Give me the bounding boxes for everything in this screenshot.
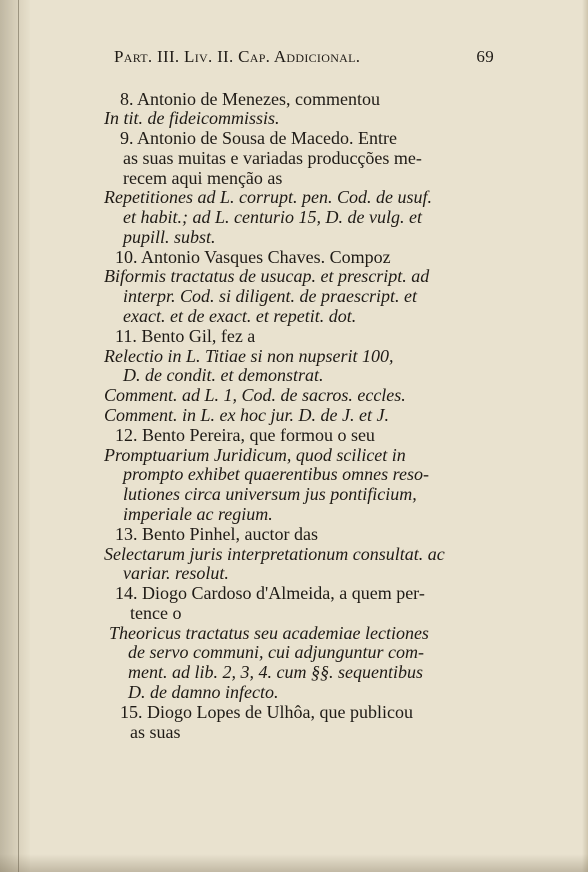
- running-header: [114, 47, 494, 75]
- page-number: 69: [476, 47, 494, 66]
- work-title-line: Selectarum juris interpretationum consultat. ac: [104, 544, 445, 564]
- work-title-line: ment. ad lib. 2, 3, 4. cum §§. sequentibus: [128, 662, 423, 682]
- work-title-line: lutiones circa universum jus pontificium,: [123, 484, 417, 504]
- work-title-line: imperiale ac regium.: [123, 504, 273, 524]
- work-title-line: Repetitiones ad L. corrupt. pen. Cod. de usuf.: [104, 187, 432, 207]
- work-title-line: Relectio in L. Titiae si non nupserit 100,: [104, 346, 394, 366]
- entry-9-line: 9. Antonio de Sousa de Macedo. Entre: [120, 128, 397, 148]
- work-title-line: Biformis tractatus de usucap. et prescript. ad: [104, 266, 430, 286]
- page-bottom-shadow: [0, 854, 588, 872]
- work-title-line: Comment. ad L. 1, Cod. de sacros. eccles.: [104, 385, 406, 405]
- entry-8-line: 8. Antonio de Menezes, commentou: [120, 89, 380, 109]
- text-line: as suas muitas e variadas producções me-: [123, 148, 422, 168]
- text-line: recem aqui menção as: [123, 168, 283, 188]
- book-gutter: [0, 0, 30, 872]
- entry-14-line: 14. Diogo Cardoso d'Almeida, a quem per-: [115, 583, 425, 603]
- running-title: Part. III. Liv. II. Cap. Addicional.: [114, 47, 361, 66]
- work-title-line: D. de damno infecto.: [128, 682, 279, 702]
- work-title-line: de servo communi, cui adjunguntur com-: [128, 642, 424, 662]
- entry-15-line: 15. Diogo Lopes de Ulhôa, que publicou: [120, 702, 413, 722]
- work-title-line: exact. et de exact. et repetit. dot.: [123, 306, 357, 326]
- work-title-line: interpr. Cod. si diligent. de praescript. et: [123, 286, 417, 306]
- entry-12-line: 12. Bento Pereira, que formou o seu: [115, 425, 375, 445]
- work-title-line: variar. resolut.: [123, 563, 229, 583]
- work-title-line: pupill. subst.: [123, 227, 216, 247]
- work-title-line: In tit. de fideicommissis.: [104, 108, 280, 128]
- work-title-line: Comment. in L. ex hoc jur. D. de J. et J.: [104, 405, 389, 425]
- work-title-line: prompto exhibet quaerentibus omnes reso-: [123, 464, 429, 484]
- text-line: as suas: [130, 722, 181, 742]
- work-title-line: D. de condit. et demonstrat.: [123, 365, 324, 385]
- entry-13-line: 13. Bento Pinhel, auctor das: [115, 524, 318, 544]
- entry-11-line: 11. Bento Gil, fez a: [115, 326, 256, 346]
- work-title-line: Promptuarium Juridicum, quod scilicet in: [104, 445, 406, 465]
- gutter-fold-line: [18, 0, 19, 872]
- page-edge: [582, 0, 588, 872]
- entry-10-line: 10. Antonio Vasques Chaves. Compoz: [115, 247, 391, 267]
- work-title-line: et habit.; ad L. centurio 15, D. de vulg. et: [123, 207, 422, 227]
- work-title-line: Theoricus tractatus seu academiae lectiones: [109, 623, 429, 643]
- text-line: tence o: [130, 603, 182, 623]
